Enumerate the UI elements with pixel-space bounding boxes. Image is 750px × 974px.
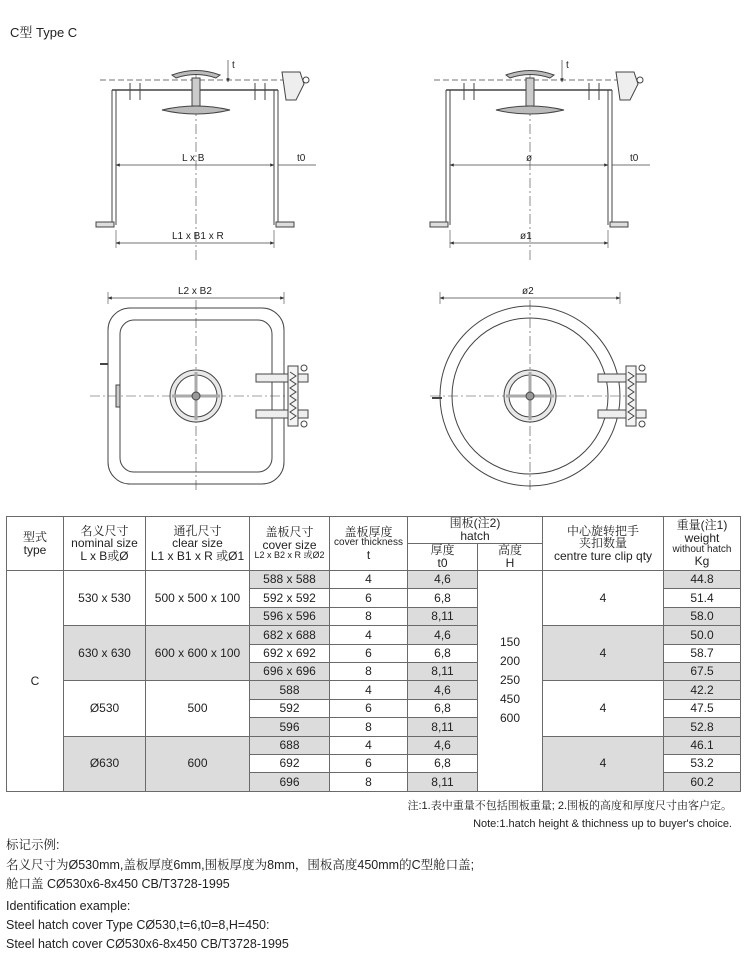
col-weight: 重量(注1) weight without hatch Kg xyxy=(664,517,741,571)
table-notes xyxy=(6,797,732,833)
col-cover: 盖板尺寸 cover size L2 x B2 x R 或Ø2 xyxy=(250,517,330,571)
table-row: 696 x 696 8 8,11 67.5 xyxy=(7,662,741,680)
col-type: 型式 type xyxy=(7,517,64,571)
square-elevation-view xyxy=(96,60,316,260)
square-plan-view xyxy=(90,292,308,492)
example-cn-line1: 名义尺寸为Ø530mm,盖板厚度6mm,围板厚度为8mm，围板高度450mm的C型舱口盖; xyxy=(6,858,475,872)
heights-cell: 150 200 250 450 600 xyxy=(478,571,543,792)
dim-d2: ø2 xyxy=(522,286,534,297)
type-cell: C xyxy=(7,571,64,792)
table-row: 692 x 692 6 6,8 58.7 xyxy=(7,644,741,662)
example-en-line1: Steel hatch cover Type CØ530,t=6,t0=8,H=450: xyxy=(6,918,270,932)
table-row: Ø630 600 688 4 4,6 4 46.1 xyxy=(7,736,741,754)
table-row: Ø530 500 588 4 4,6 4 42.2 xyxy=(7,681,741,699)
col-hatch: 围板(注2) hatch xyxy=(408,517,543,544)
dim-t-left: t xyxy=(232,60,235,71)
col-clip: 中心旋转把手 夹扣数量 centre ture clip qty xyxy=(543,517,664,571)
table-row: 596 8 8,11 52.8 xyxy=(7,718,741,736)
table-row: 630 x 630 600 x 600 x 100 682 x 688 4 4,6 4 50.0 xyxy=(7,626,741,644)
note-cn: 注:1.表中重量不包括围板重量; 2.围板的高度和厚度尺寸由客户定。 xyxy=(407,800,732,812)
page-title: C型 Type C xyxy=(10,25,78,40)
table-row: 596 x 596 8 8,11 58.0 xyxy=(7,607,741,625)
note-en: Note:1.hatch height & thichness up to buyer's choice. xyxy=(473,818,732,830)
table-row: 692 6 6,8 53.2 xyxy=(7,754,741,772)
dim-d: ø xyxy=(526,153,533,164)
col-nominal: 名义尺寸 nominal size L x B或Ø xyxy=(64,517,146,571)
table-row: C 530 x 530 500 x 500 x 100 588 x 588 4 4,6 150 200 250 450 600 4 44.8 xyxy=(7,571,741,589)
round-plan-view xyxy=(430,292,646,492)
dim-l2b2: L2 x B2 xyxy=(178,286,212,297)
dim-t-right: t xyxy=(566,60,569,71)
col-hatch-thickness: 厚度 t0 xyxy=(408,544,478,571)
col-thickness: 盖板厚度 cover thickness t xyxy=(330,517,408,571)
dim-lxb: L x B xyxy=(182,153,205,164)
dim-t0-left: t0 xyxy=(297,153,306,164)
example-en-heading: Identification example: xyxy=(6,899,131,913)
dim-l1b1r: L1 x B1 x R xyxy=(172,231,224,242)
col-clear: 通孔尺寸 clear size L1 x B1 x R 或Ø1 xyxy=(146,517,250,571)
col-hatch-height: 高度 H xyxy=(478,544,543,571)
spec-table xyxy=(6,516,741,792)
table-row: 592 x 592 6 6,8 51.4 xyxy=(7,589,741,607)
dim-d1: ø1 xyxy=(520,231,532,242)
example-cn-heading: 标记示例: xyxy=(6,838,60,852)
table-row: 696 8 8,11 60.2 xyxy=(7,773,741,791)
example-cn-line2: 舱口盖 CØ530x6-8x450 CB/T3728-1995 xyxy=(6,877,230,891)
round-elevation-view xyxy=(430,60,650,260)
dim-t0-right: t0 xyxy=(630,153,639,164)
table-row: 592 6 6,8 47.5 xyxy=(7,699,741,717)
example-en-line2: Steel hatch cover CØ530x6-8x450 CB/T3728-1995 xyxy=(6,937,289,951)
